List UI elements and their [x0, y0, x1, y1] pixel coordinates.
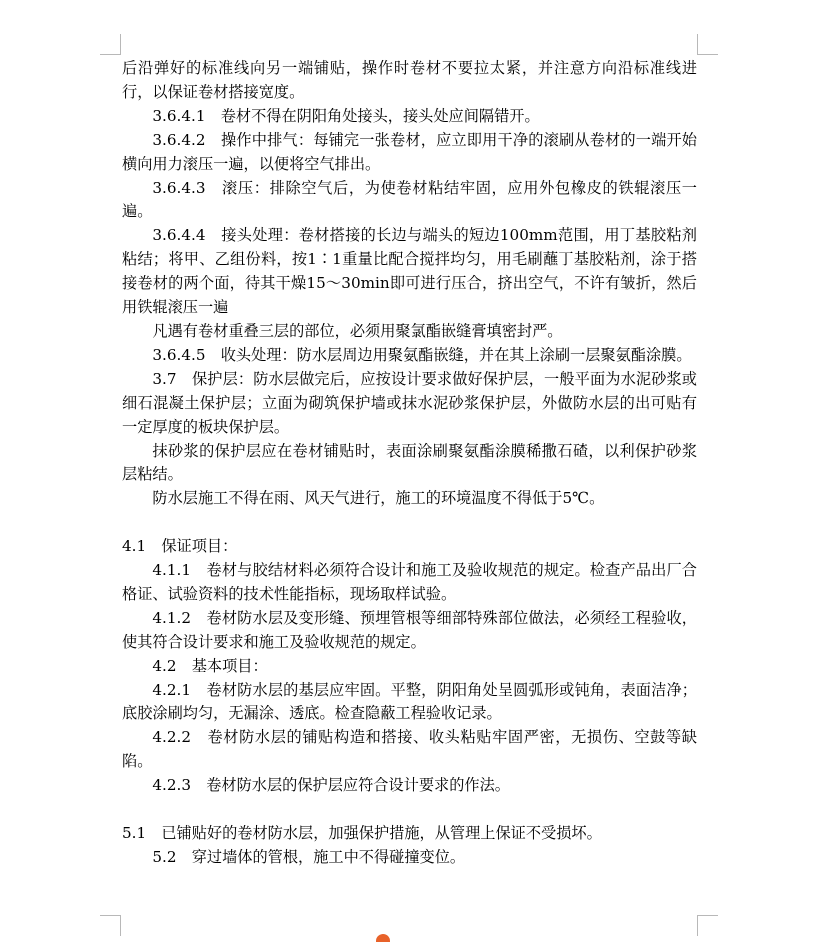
paragraph: 抹砂浆的保护层应在卷材铺贴时，表面涂刷聚氨酯涂膜稀撒石碴，以利保护砂浆层粘结。	[122, 441, 697, 484]
paragraph: 4.2 基本项目：	[152, 656, 268, 675]
paragraph: 5.1 已铺贴好的卷材防水层，加强保护措施，从管理上保证不受损坏。	[122, 823, 602, 842]
paragraph: 3.6.4.1 卷材不得在阴阳角处接头，接头处应间隔错开。	[152, 106, 540, 125]
blank-line	[122, 511, 697, 535]
paragraph: 3.7 保护层：防水层做完后，应按设计要求做好保护层，一般平面为水泥砂浆或细石混凝土保护层；立面为砌筑保护墙或抹水泥砂浆保护层，外做防水层的出可贴有一定厚度的板块保护层。	[122, 369, 697, 436]
paragraph: 5.2 穿过墙体的管根，施工中不得碰撞变位。	[152, 847, 466, 866]
paragraph: 4.2.3 卷材防水层的保护层应符合设计要求的作法。	[152, 776, 510, 795]
crop-mark-top-right	[697, 34, 718, 55]
paragraph: 后沿弹好的标准线向另一端铺贴，操作时卷材不要拉太紧，并注意方向沿标准线进行，以保证卷材搭接宽度。	[122, 59, 697, 101]
crop-mark-top-left	[100, 34, 121, 55]
paragraph: 3.6.4.3 滚压：排除空气后，为使卷材粘结牢固，应用外包橡皮的铁辊滚压一遍。	[122, 178, 697, 221]
paragraph: 3.6.4.4 接头处理：卷材搭接的长边与端头的短边100mm范围，用丁基胶粘剂粘结；将甲、乙组份料，按1∶1重量比配合搅拌均匀，用毛刷蘸丁基胶粘剂，涂于搭接卷材的两个面，待其干燥15～30min即可进行压合，挤出空气，不许有皱折，然后用铁辊滚压一遍	[122, 226, 697, 317]
paragraph: 防水层施工不得在雨、风天气进行，施工的环境温度不得低于5℃。	[152, 489, 605, 508]
paragraph: 4.2.2 卷材防水层的铺贴构造和搭接、收头粘贴牢固严密，无损伤、空鼓等缺陷。	[122, 728, 697, 771]
crop-mark-bottom-right	[697, 915, 718, 936]
paragraph: 凡遇有卷材重叠三层的部位，必须用聚氯酯嵌缝膏填密封严。	[152, 321, 563, 340]
blank-line	[122, 798, 697, 822]
paragraph: 3.6.4.2 操作中排气：每铺完一张卷材，应立即用干净的滚刷从卷材的一端开始横向用力滚压一遍，以便将空气排出。	[122, 130, 697, 173]
paragraph: 4.1 保证项目：	[122, 537, 238, 556]
document-body	[122, 57, 697, 870]
page-corner-mark	[376, 934, 390, 942]
paragraph: 4.2.1 卷材防水层的基层应牢固。平整，阴阳角处呈圆弧形或钝角，表面洁净；底胶涂刷均匀，无漏涂、透底。检查隐蔽工程验收记录。	[122, 680, 697, 723]
crop-mark-bottom-left	[100, 915, 121, 936]
paragraph: 4.1.1 卷材与胶结材料必须符合设计和施工及验收规范的规定。检查产品出厂合格证、试验资料的技术性能指标，现场取样试验。	[122, 561, 697, 603]
paragraph: 3.6.4.5 收头处理：防水层周边用聚氨酯嵌缝，并在其上涂刷一层聚氨酯涂膜。	[152, 345, 692, 364]
paragraph: 4.1.2 卷材防水层及变形缝、预埋管根等细部特殊部位做法，必须经工程验收，使其符合设计要求和施工及验收规范的规定。	[122, 608, 697, 651]
